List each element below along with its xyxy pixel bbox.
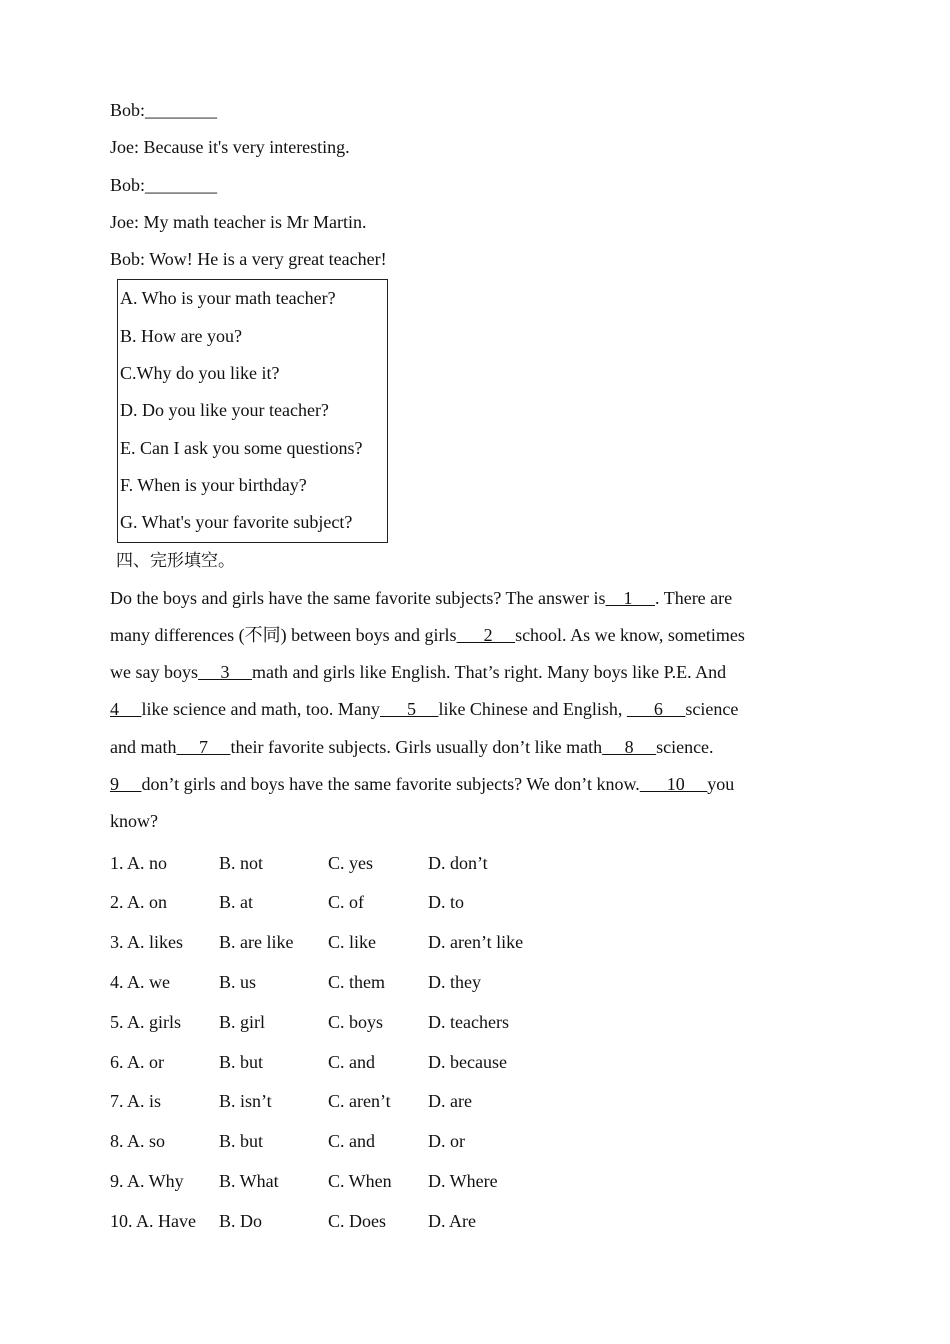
passage-text: we say boys [110,662,198,683]
blank-8: 8 [602,736,657,757]
option-item: F. When is your birthday? [120,474,307,495]
option-item: A. Who is your math teacher? [120,288,336,309]
choice-c: C. aren’t [328,1091,391,1112]
dialogue-line [110,204,840,241]
passage-line [110,691,840,728]
blank-1: 1 [605,587,656,608]
dialogue-line [110,241,840,278]
choice-c: C. When [328,1171,392,1192]
choice-a: 3. A. likes [110,932,184,953]
answer-choices [110,844,840,1242]
speaker: Bob: [110,249,146,270]
passage-text: . There are [655,587,733,608]
choice-b: B. isn’t [219,1091,272,1112]
choice-b: B. us [219,972,257,993]
choice-a: 8. A. so [110,1131,166,1152]
choice-d: D. are [428,1091,472,1112]
passage-line [110,766,840,803]
speaker: Joe: [110,211,139,232]
choice-d: D. teachers [428,1011,509,1032]
blank-3: 3 [198,662,252,683]
choice-row [110,844,840,884]
dialogue-line [110,129,840,166]
passage-text: like science and math, too. Many [141,699,380,720]
choice-row [110,1202,840,1242]
blank-10: 10 [639,774,708,795]
blank-5: 5 [379,699,439,720]
speaker: Joe: [110,137,139,158]
choice-b: B. What [219,1171,279,1192]
choice-a: 10. A. Have [110,1210,196,1231]
choice-a: 6. A. or [110,1051,164,1072]
choice-a: 1. A. no [110,852,168,873]
choice-d: D. don’t [428,852,488,873]
choice-d: D. because [428,1051,507,1072]
choice-b: B. but [219,1051,264,1072]
choice-c: C. boys [328,1011,384,1032]
passage-text: and math [110,736,177,757]
choice-d: D. they [428,972,481,993]
choice-c: C. and [328,1051,375,1072]
choice-b: B. are like [219,932,294,953]
passage-text: Do the boys and girls have the same favorite subjects? The answer is [110,587,606,608]
choice-c: C. them [328,972,385,993]
passage-text: math and girls like English. That’s right. Many boys like P.E. And [252,662,727,683]
dialogue-text: Because it's very interesting. [139,137,350,158]
passage-line: know? [110,811,158,832]
option-item: C.Why do you like it? [120,363,280,384]
answer-blank: ________ [145,174,218,195]
choice-c: C. like [328,932,376,953]
choice-c: C. yes [328,852,373,873]
blank-2: 2 [456,624,516,645]
choice-row [110,923,840,963]
choice-a: 7. A. is [110,1091,162,1112]
passage-line [110,580,840,617]
option-item: B. How are you? [120,325,242,346]
choice-row [110,1043,840,1083]
option-item: E. Can I ask you some questions? [120,437,363,458]
passage-line [110,617,840,654]
passage-text: you [707,774,735,795]
passage-text: their favorite subjects. Girls usually don’t like math [230,736,603,757]
blank-7: 7 [176,736,231,757]
choice-b: B. Do [219,1210,263,1231]
blank-4: 4 [110,699,142,720]
dialogue-text: My math teacher is Mr Martin. [139,211,367,232]
options-box [117,279,388,542]
blank-9: 9 [110,774,142,795]
choice-row [110,1003,840,1043]
choice-b: B. but [219,1131,264,1152]
choice-d: D. Are [428,1210,476,1231]
choice-b: B. girl [219,1011,266,1032]
choice-a: 5. A. girls [110,1011,182,1032]
speaker: Bob: [110,174,146,195]
passage-text: many differences (不同) between boys and girls [110,624,457,645]
choice-row [110,1082,840,1122]
passage-text: school. As we know, sometimes [515,624,745,645]
passage-line [110,654,840,691]
choice-row [110,883,840,923]
choice-c: C. and [328,1131,375,1152]
dialogue-text: Wow! He is a very great teacher! [145,249,387,270]
passage-text: like Chinese and English, [438,699,627,720]
cloze-passage [110,580,840,841]
choice-row [110,963,840,1003]
choice-b: B. not [219,852,264,873]
passage-text: don’t girls and boys have the same favorite subjects? We don’t know. [141,774,640,795]
passage-text: science. [656,736,714,757]
dialogue-line [110,92,840,129]
passage-line [110,729,840,766]
option-item: D. Do you like your teacher? [120,400,329,421]
choice-b: B. at [219,892,253,913]
choice-a: 9. A. Why [110,1171,184,1192]
passage-text: science [685,699,739,720]
choice-d: D. aren’t like [428,932,524,953]
choice-d: D. Where [428,1171,498,1192]
choice-a: 2. A. on [110,892,168,913]
choice-row [110,1162,840,1202]
choice-c: C. of [328,892,364,913]
choice-d: D. to [428,892,464,913]
worksheet-page [110,92,840,1242]
choice-c: C. Does [328,1210,386,1231]
section-title: 四、完形填空。 [116,550,235,571]
choice-d: D. or [428,1131,465,1152]
dialogue-line [110,167,840,204]
speaker: Bob: [110,100,146,120]
choice-a: 4. A. we [110,972,170,993]
option-item: G. What's your favorite subject? [120,512,353,533]
blank-6: 6 [626,699,686,720]
choice-row [110,1122,840,1162]
answer-blank: ________ [145,100,218,120]
